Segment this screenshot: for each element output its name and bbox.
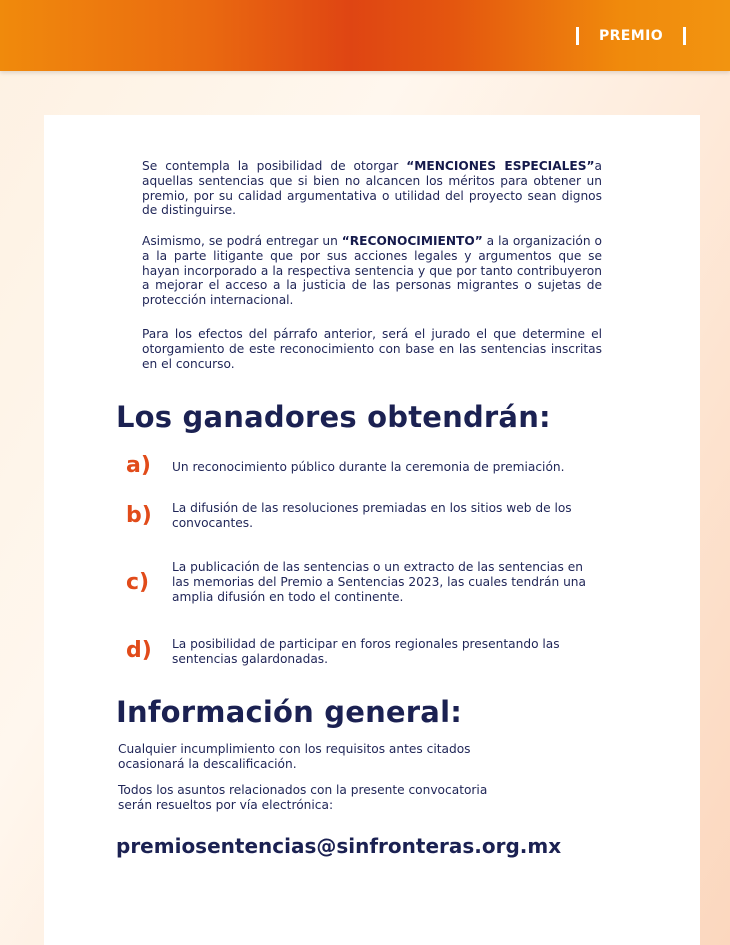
- item-text-c: La publicación de las sentencias o un extracto de las sentencias en las memorias del Premio a Sentencias 2023, las cuales tendrán una amplia difusión en todo el continente.: [172, 560, 586, 604]
- item-letter-b: b): [126, 503, 152, 528]
- item-text-a: Un reconocimiento público durante la ceremonia de premiación.: [172, 460, 565, 474]
- header-bar: [0, 0, 730, 71]
- intro-paragraph-reconocimiento: Asimismo, se podrá entregar un “RECONOCIMIENTO” a la organización o a la parte litigante que por sus acciones legales y argumentos que se hayan incorporado a la respectiva sentencia y que por tanto contribuyeron a mejorar el acceso a la justicia de las personas migrantes o sujetas de protección internacional.: [142, 234, 602, 308]
- item-letter-a: a): [126, 453, 151, 478]
- reconocimiento-highlight: “RECONOCIMIENTO”: [341, 234, 483, 248]
- item-letter-d: d): [126, 638, 152, 663]
- item-letter-c: c): [126, 570, 150, 595]
- header-tag: [576, 27, 686, 45]
- general-title: Información general:: [116, 695, 463, 729]
- header-label: PREMIO: [598, 28, 663, 44]
- item-text-b: La difusión de las resoluciones premiadas en los sitios web de los convocantes.: [172, 501, 572, 530]
- intro-paragraph-jurado: Para los efectos del párrafo anterior, será el jurado el que determine el otorgamiento de este reconocimiento con base en las sentencias inscritas en el concurso.: [142, 327, 602, 371]
- general-paragraph-asuntos: Todos los asuntos relacionados con la presente convocatoria serán resueltos por vía electrónica:: [118, 783, 488, 812]
- intro-paragraph-menciones: Se contempla la posibilidad de otorgar “MENCIONES ESPECIALES”a aquellas sentencias que si bien no alcancen los méritos para obtener un premio, por su calidad argumentativa o utilidad del proyecto sean dignos de distinguirse.: [142, 159, 602, 218]
- tag-divider-left: [576, 27, 579, 45]
- item-text-d: La posibilidad de participar en foros regionales presentando las sentencias galardonadas.: [172, 637, 560, 666]
- content-card: [44, 115, 700, 945]
- contact-email-link[interactable]: premiosentencias@sinfronteras.org.mx: [116, 834, 562, 858]
- winners-title: Los ganadores obtendrán:: [116, 400, 551, 434]
- general-paragraph-incumplimiento: Cualquier incumplimiento con los requisitos antes citados ocasionará la descalificación.: [118, 742, 471, 771]
- menciones-highlight: “MENCIONES ESPECIALES”: [406, 159, 595, 173]
- tag-divider-right: [683, 27, 686, 45]
